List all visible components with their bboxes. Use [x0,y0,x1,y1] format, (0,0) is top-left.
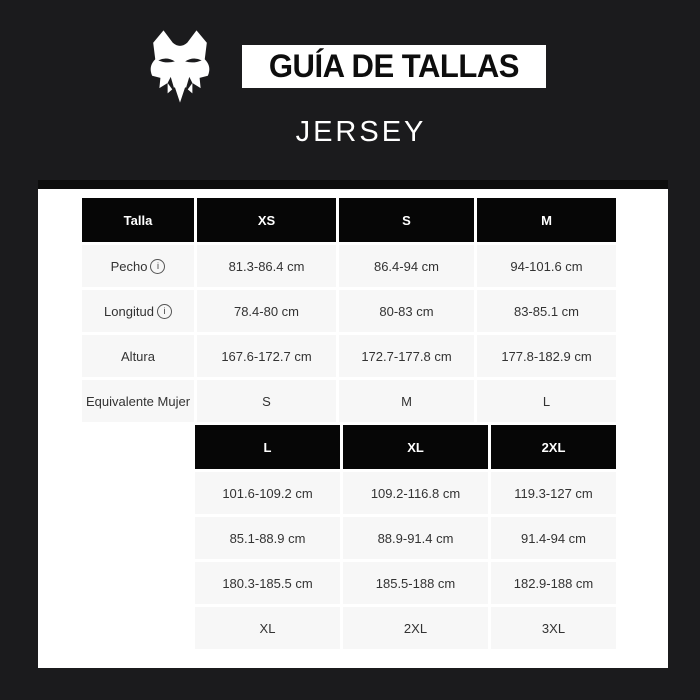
table-cell: 172.7-177.8 cm [339,335,474,377]
table-cell: 185.5-188 cm [343,562,488,604]
product-category-title: JERSEY [295,116,427,148]
info-icon[interactable]: i [150,259,165,274]
table-cell: 2XL [343,607,488,649]
table-cell: 91.4-94 cm [491,517,616,559]
row-label-altura: Altura [82,335,194,377]
row-label-pecho: Pecho i [82,245,194,287]
table-cell: 94-101.6 cm [477,245,616,287]
size-chart-panel [38,189,668,668]
size-table-section-2 [195,425,616,649]
column-header-2xl: 2XL [491,425,616,469]
size-table [82,198,616,649]
column-header-l: L [195,425,340,469]
table-cell: 85.1-88.9 cm [195,517,340,559]
row-label-longitud: Longitud i [82,290,194,332]
table-cell: 88.9-91.4 cm [343,517,488,559]
fox-head-icon [147,29,213,104]
table-cell: 3XL [491,607,616,649]
info-icon[interactable]: i [157,304,172,319]
table-cell: 177.8-182.9 cm [477,335,616,377]
table-cell: 86.4-94 cm [339,245,474,287]
row-label-equivalente-mujer: Equivalente Mujer [82,380,194,422]
column-header-m: M [477,198,616,242]
table-cell: 167.6-172.7 cm [197,335,336,377]
size-guide-title-box [242,45,546,88]
table-cell: 101.6-109.2 cm [195,472,340,514]
column-header-s: S [339,198,474,242]
table-cell: 78.4-80 cm [197,290,336,332]
table-cell: 80-83 cm [339,290,474,332]
page-title: GUÍA DE TALLAS [268,48,520,84]
table-cell: L [477,380,616,422]
size-table-section-1 [82,198,616,422]
column-header-xl: XL [343,425,488,469]
table-cell: 119.3-127 cm [491,472,616,514]
table-cell: S [197,380,336,422]
table-cell: XL [195,607,340,649]
table-cell: 83-85.1 cm [477,290,616,332]
table-cell: 180.3-185.5 cm [195,562,340,604]
table-cell: M [339,380,474,422]
column-header-talla: Talla [82,198,194,242]
table-cell: 109.2-116.8 cm [343,472,488,514]
table-cell: 81.3-86.4 cm [197,245,336,287]
column-header-xs: XS [197,198,336,242]
table-cell: 182.9-188 cm [491,562,616,604]
